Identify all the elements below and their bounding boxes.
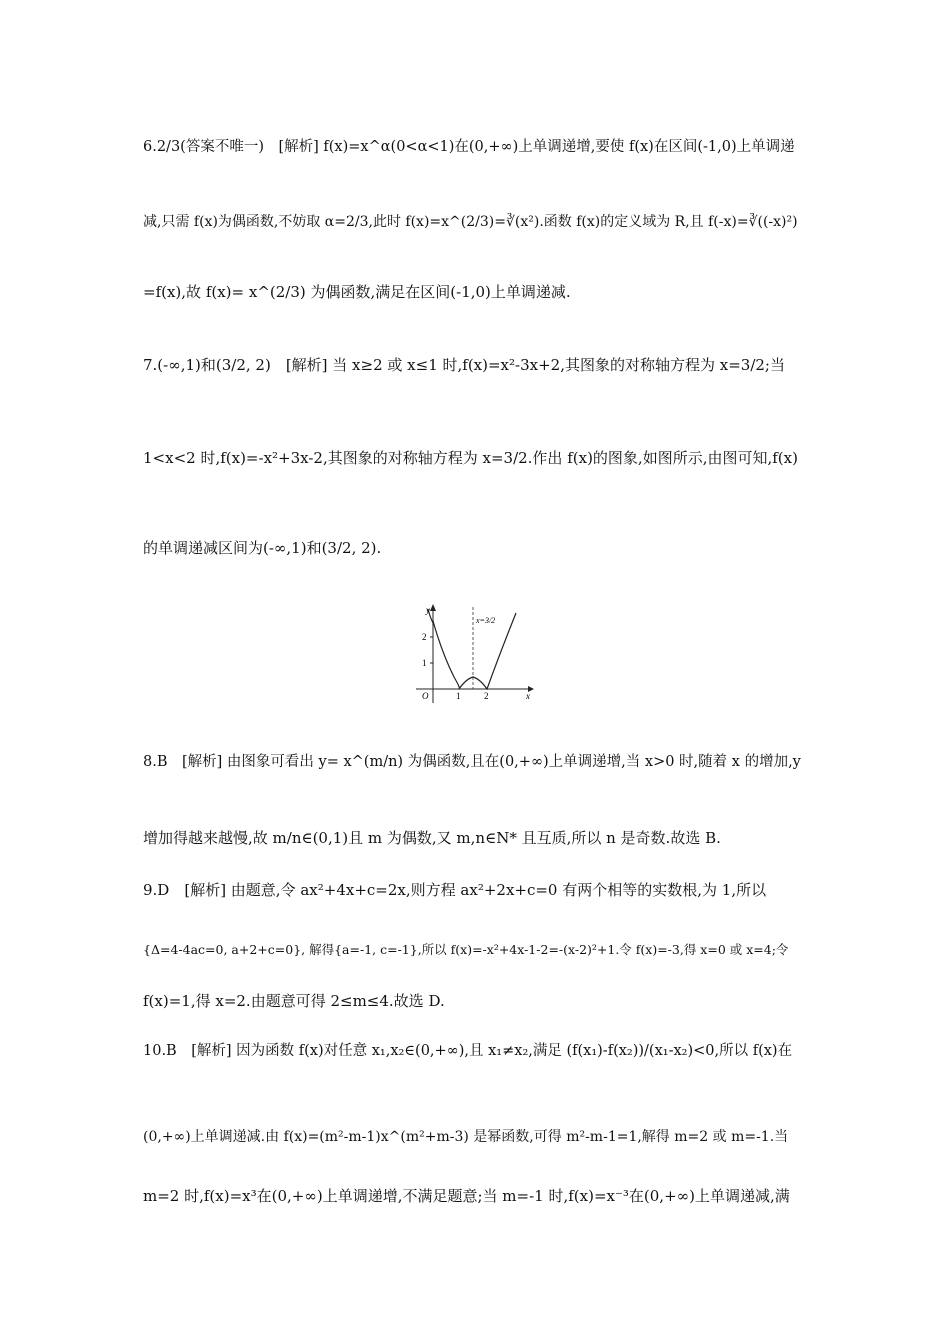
answer-line: 9.D [解析] 由题意,令 ax²+4x+c=2x,则方程 ax²+2x+c=0 有两个相等的实数根,为 1,所以 <box>143 881 767 899</box>
tick-y-1-label: 1 <box>422 658 427 668</box>
tick-x-2-label: 2 <box>484 691 489 701</box>
answer-line: f(x)=1,得 x=2.由题意可得 2≤m≤4.故选 D. <box>143 992 445 1010</box>
answer-line: 减,只需 f(x)为偶函数,不妨取 α=2/3,此时 f(x)=x^(2/3)=∛(x²).函数 f(x)的定义域为 R,且 f(-x)=∛((-x)²) <box>143 214 798 230</box>
answer-line: (0,+∞)上单调递减.由 f(x)=(m²-m-1)x^(m²+m-3) 是幂函数,可得 m²-m-1=1,解得 m=2 或 m=-1.当 <box>143 1129 789 1145</box>
function-graph-figure <box>416 603 536 703</box>
tick-y-2-label: 2 <box>422 632 427 642</box>
answer-line: 的单调递减区间为(-∞,1)和(3/2, 2). <box>143 539 382 557</box>
answer-line: {Δ=4-4ac=0, a+2+c=0}, 解得{a=-1, c=-1},所以 f(x)=-x²+4x-1-2=-(x-2)²+1.令 f(x)=-3,得 x=0 或 x=4;令 <box>143 942 789 957</box>
answer-line: 10.B [解析] 因为函数 f(x)对任意 x₁,x₂∈(0,+∞),且 x₁≠x₂,满足 (f(x₁)-f(x₂))/(x₁-x₂)<0,所以 f(x)在 <box>143 1043 793 1059</box>
origin-label: O <box>422 691 429 701</box>
answer-line: 6.2/3(答案不唯一) [解析] f(x)=x^α(0<α<1)在(0,+∞)上单调递增,要使 f(x)在区间(-1,0)上单调递 <box>143 139 795 155</box>
answer-line: =f(x),故 f(x)= x^(2/3) 为偶函数,满足在区间(-1,0)上单调递减. <box>143 283 571 301</box>
answer-line: 8.B [解析] 由图象可看出 y= x^(m/n) 为偶函数,且在(0,+∞)上单调递增,当 x>0 时,随着 x 的增加,y <box>143 754 801 770</box>
x-axis-label: x <box>526 691 530 701</box>
answer-line: 增加得越来越慢,故 m/n∈(0,1)且 m 为偶数,又 m,n∈N* 且互质,所以 n 是奇数.故选 B. <box>143 829 721 847</box>
tick-x-1-label: 1 <box>456 691 461 701</box>
answer-line: m=2 时,f(x)=x³在(0,+∞)上单调递增,不满足题意;当 m=-1 时,f(x)=x⁻³在(0,+∞)上单调递减,满 <box>143 1187 790 1205</box>
symmetry-label: x=3/2 <box>476 616 496 625</box>
y-axis-label: y <box>426 605 430 615</box>
answer-line: 7.(-∞,1)和(3/2, 2) [解析] 当 x≥2 或 x≤1 时,f(x)=x²-3x+2,其图象的对称轴方程为 x=3/2;当 <box>143 356 785 374</box>
function-curve <box>433 613 516 689</box>
y-axis-arrow <box>430 604 436 611</box>
answer-line: 1<x<2 时,f(x)=-x²+3x-2,其图象的对称轴方程为 x=3/2.作出 f(x)的图象,如图所示,由图可知,f(x) <box>143 449 798 467</box>
